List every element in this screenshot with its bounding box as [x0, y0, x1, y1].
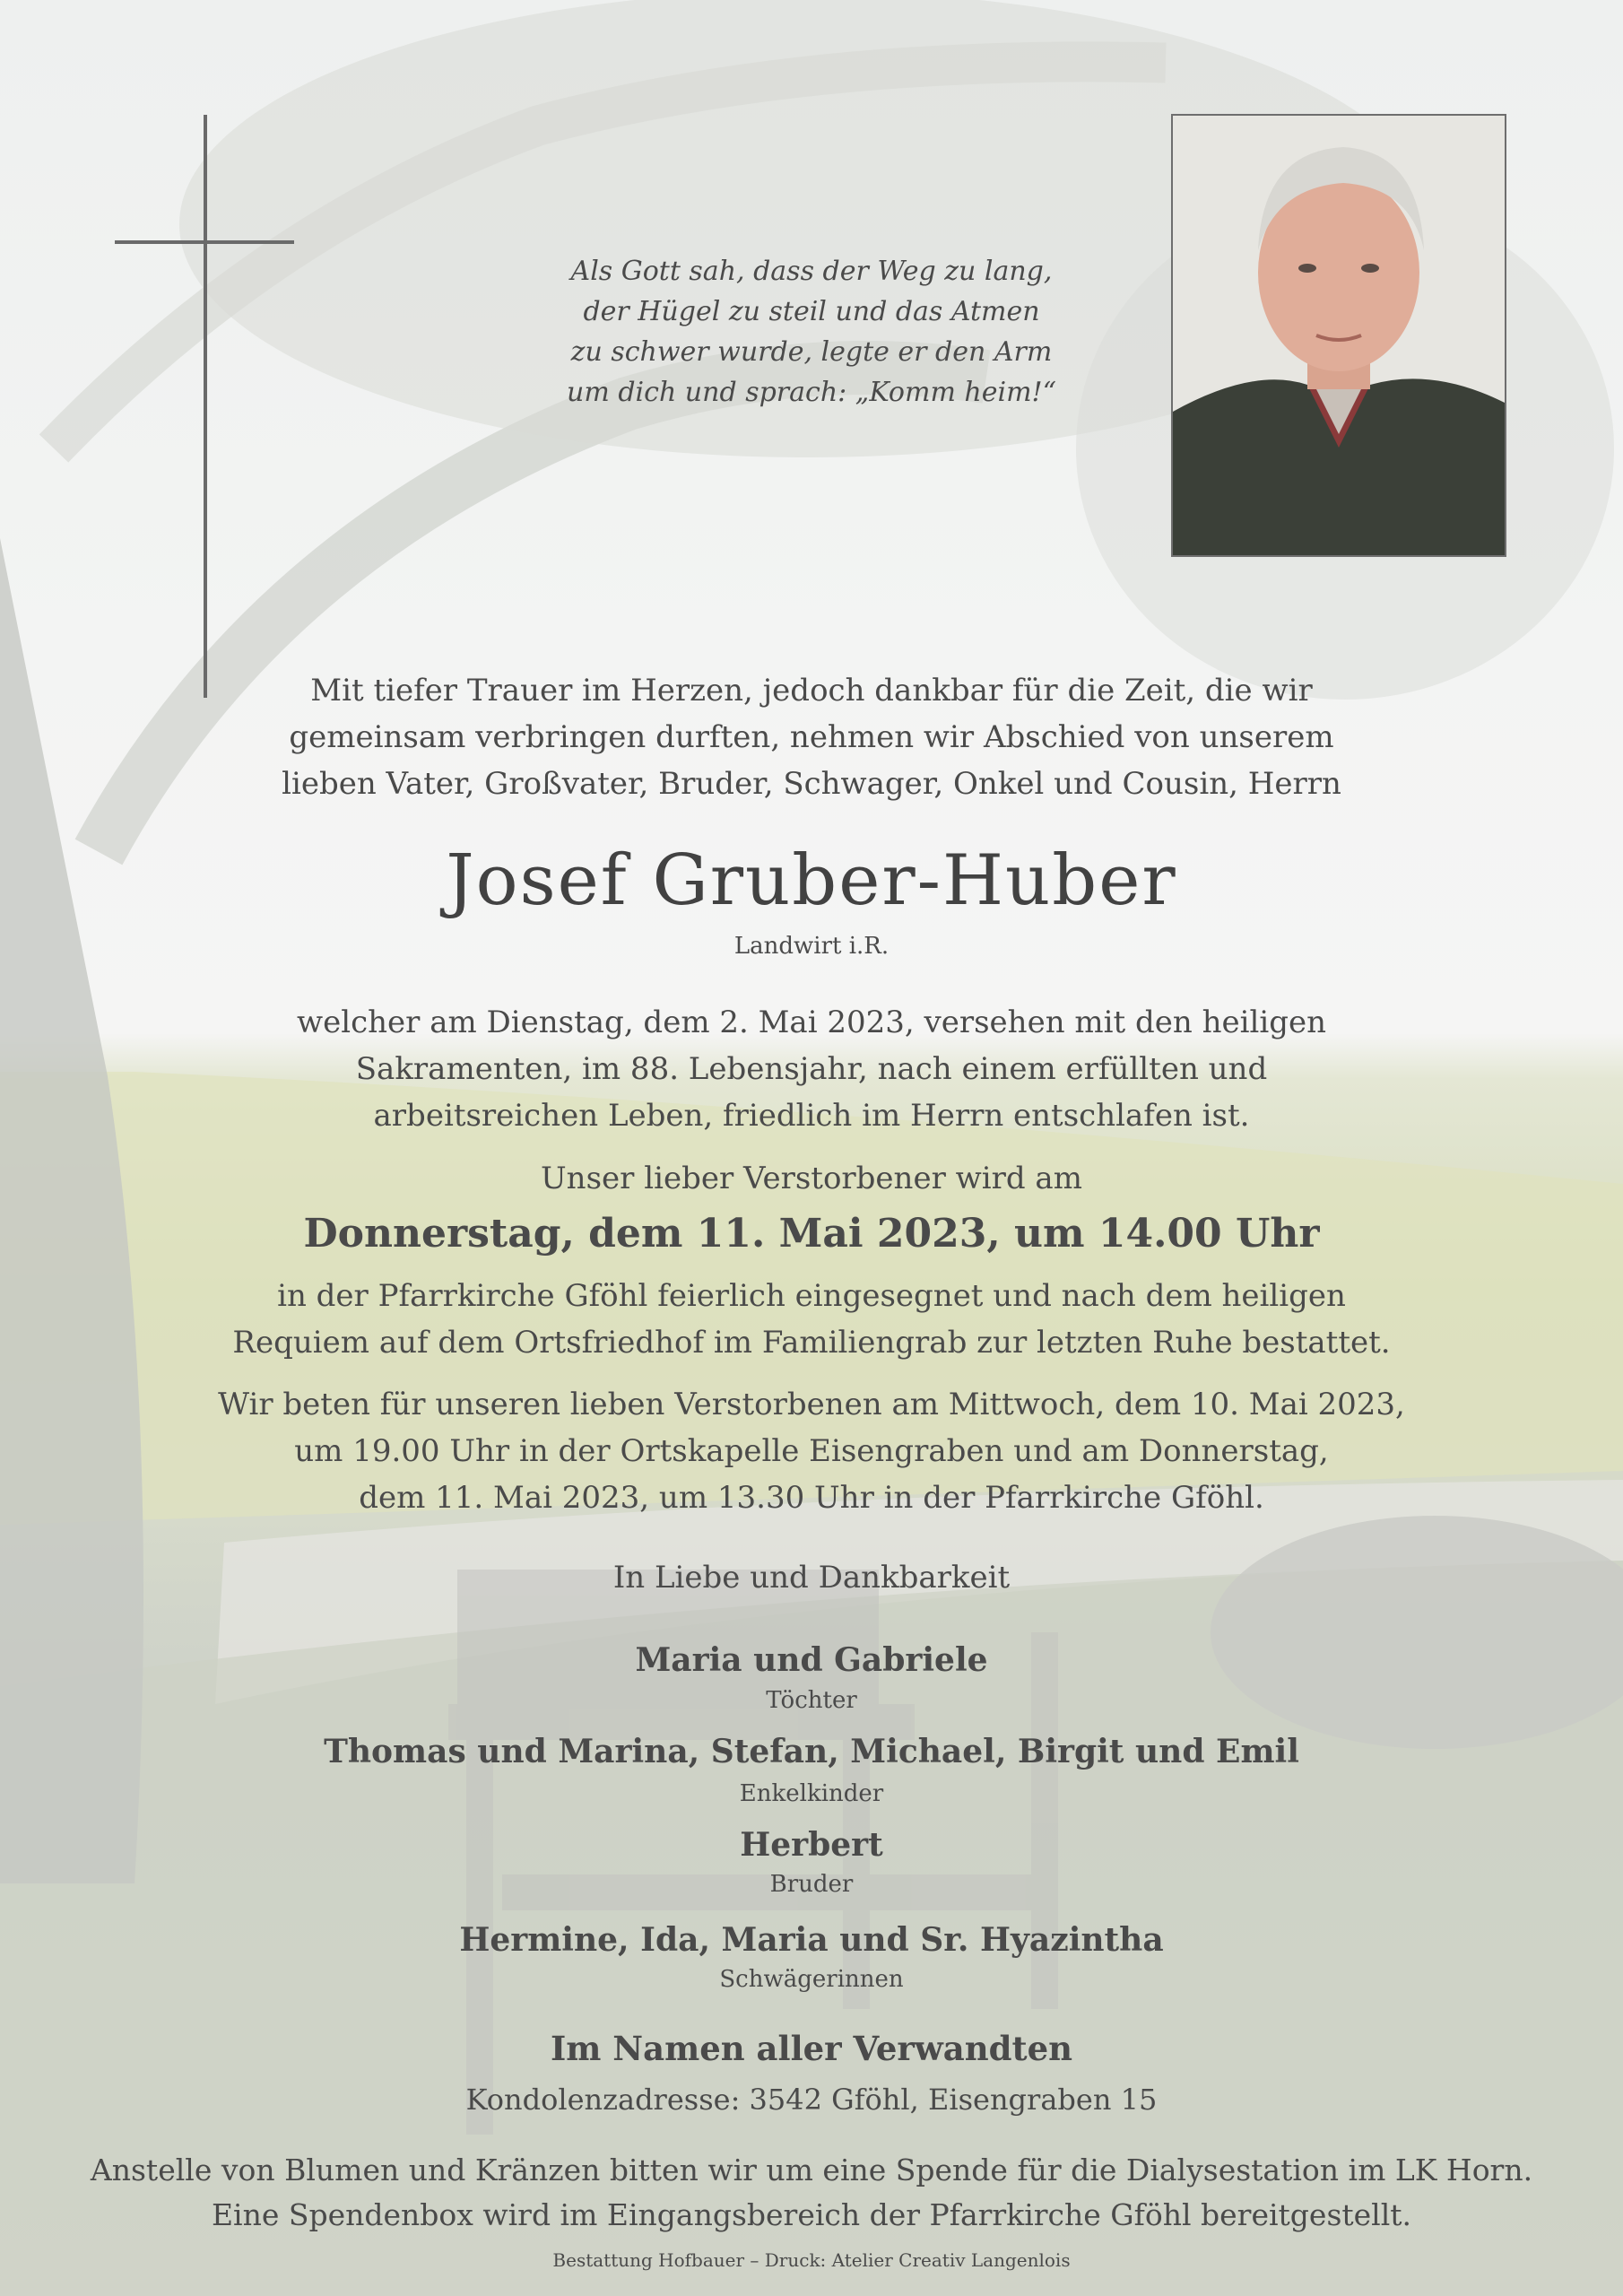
- mourner-relation: Töchter: [766, 1687, 857, 1714]
- funeral-date: Donnerstag, dem 11. Mai 2023, um 14.00 Uhr: [303, 1211, 1320, 1257]
- intro-line: lieben Vater, Großvater, Bruder, Schwager, Onkel und Cousin, Herrn: [282, 766, 1341, 802]
- prayer-line: um 19.00 Uhr in der Ortskapelle Eisengraben und am Donnerstag,: [294, 1433, 1329, 1469]
- prayer-line: dem 11. Mai 2023, um 13.30 Uhr in der Pfarrkirche Gföhl.: [359, 1480, 1264, 1516]
- quote-line: Als Gott sah, dass der Weg zu lang,: [570, 256, 1053, 287]
- death-line: arbeitsreichen Leben, friedlich im Herrn entschlafen ist.: [373, 1098, 1250, 1134]
- memorial-quote: [0, 251, 1623, 413]
- funeral-intro: Unser lieber Verstorbener wird am: [541, 1161, 1082, 1196]
- mourner-names: Maria und Gabriele: [635, 1641, 988, 1679]
- deceased-name: Josef Gruber-Huber: [446, 840, 1177, 921]
- condolence-address: Kondolenzadresse: 3542 Gföhl, Eisengraben 15: [465, 2083, 1158, 2117]
- donation-line: Anstelle von Blumen und Kränzen bitten wir um eine Spende für die Dialysestation im LK Horn.: [90, 2152, 1533, 2187]
- mourner-names: Thomas und Marina, Stefan, Michael, Birgit und Emil: [324, 1733, 1299, 1770]
- intro-line: Mit tiefer Trauer im Herzen, jedoch dankbar für die Zeit, die wir: [310, 673, 1313, 709]
- prayer-notice: [0, 1381, 1623, 1521]
- quote-line: um dich und sprach: „Komm heim!“: [567, 377, 1056, 408]
- mourner-relation: Schwägerinnen: [719, 1966, 904, 1993]
- mourner-names: Herbert: [740, 1826, 883, 1864]
- death-notice: [0, 999, 1623, 1139]
- prayer-line: Wir beten für unseren lieben Verstorbenen am Mittwoch, dem 10. Mai 2023,: [218, 1387, 1405, 1422]
- quote-line: der Hügel zu steil und das Atmen: [583, 296, 1040, 327]
- funeral-place-line: Requiem auf dem Ortsfriedhof im Familiengrab zur letzten Ruhe bestattet.: [232, 1325, 1391, 1361]
- donation-request: [0, 2148, 1623, 2238]
- mourner-relation: Bruder: [769, 1871, 854, 1898]
- death-line: welcher am Dienstag, dem 2. Mai 2023, versehen mit den heiligen: [296, 1004, 1326, 1040]
- mourner-relation: Enkelkinder: [739, 1780, 884, 1807]
- quote-line: zu schwer wurde, legte er den Arm: [570, 336, 1053, 368]
- intro-line: gemeinsam verbringen durften, nehmen wir Abschied von unserem: [289, 719, 1334, 755]
- funeral-place-line: in der Pfarrkirche Gföhl feierlich eingesegnet und nach dem heiligen: [277, 1278, 1346, 1314]
- donation-line: Eine Spendenbox wird im Eingangsbereich der Pfarrkirche Gföhl bereitgestellt.: [211, 2197, 1412, 2232]
- death-line: Sakramenten, im 88. Lebensjahr, nach einem erfüllten und: [355, 1051, 1268, 1087]
- funeral-place: [0, 1273, 1623, 1366]
- mourner-names: Hermine, Ida, Maria und Sr. Hyazintha: [459, 1921, 1164, 1959]
- relatives-line: Im Namen aller Verwandten: [550, 2029, 1073, 2068]
- footer-credits: Bestattung Hofbauer – Druck: Atelier Creativ Langenlois: [552, 2249, 1071, 2271]
- deceased-occupation: Landwirt i.R.: [733, 933, 890, 960]
- closing-phrase: In Liebe und Dankbarkeit: [612, 1560, 1011, 1596]
- intro-text: [0, 667, 1623, 807]
